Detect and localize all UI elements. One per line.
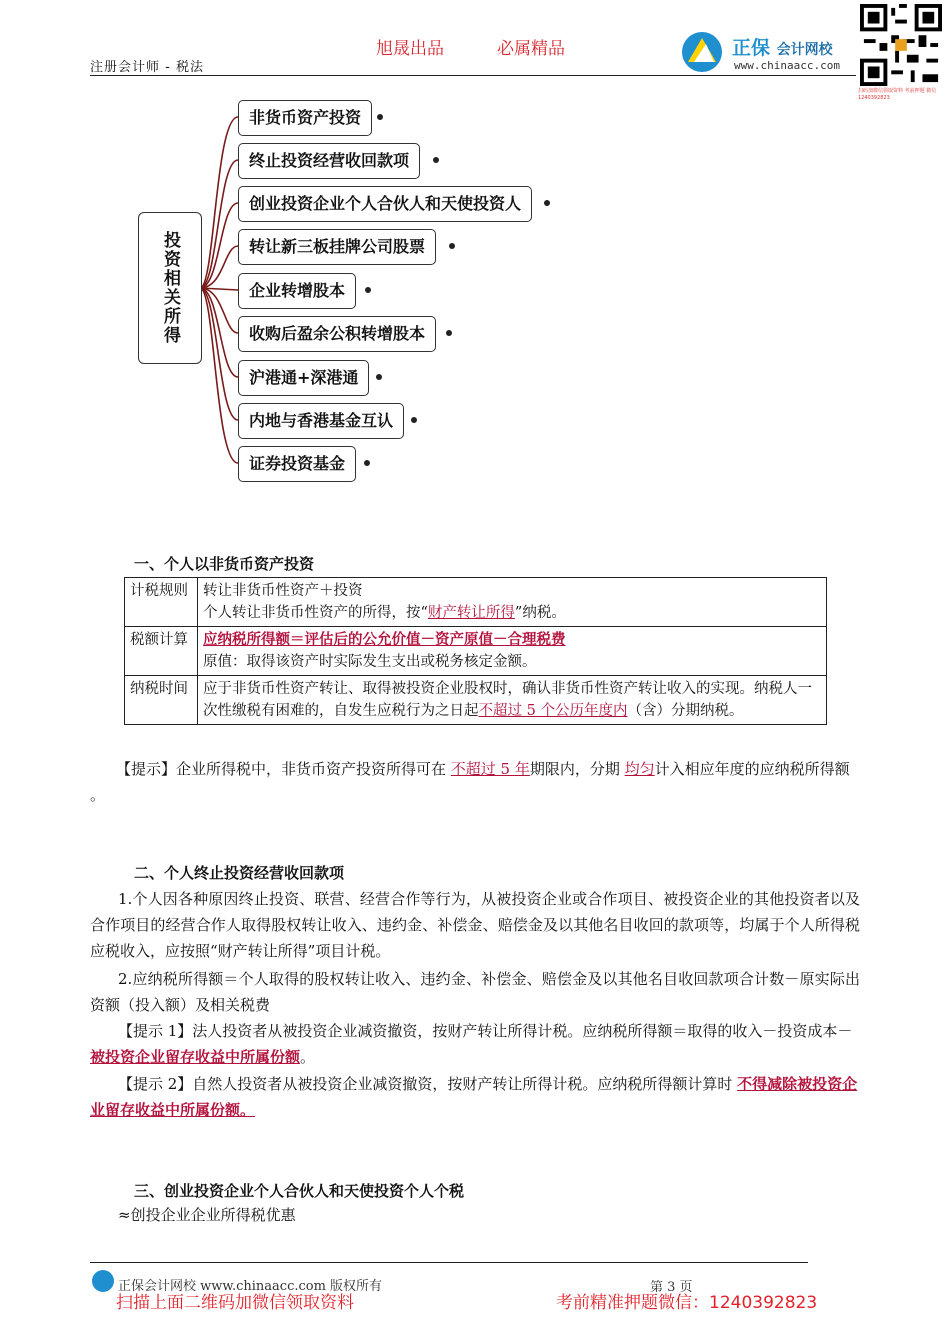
formula: 应纳税所得额＝评估后的公允价值－资产原值－合理税费 [203,631,566,648]
row-key: 纳税时间 [125,676,198,725]
brand-url: www.chinaacc.com [734,59,840,72]
mindmap-branch: 内地与香港基金互认 [238,403,404,439]
text: 。 [300,1048,316,1066]
mindmap-branch: 沪港通+深港通 [238,360,369,396]
row-value [198,578,827,627]
qr-caption: 扫码加微信领取资料 考前押题 微信 1240392823 [858,88,937,101]
footer-rule [90,1262,808,1263]
text: ”纳税。 [514,605,566,621]
section2-para1: 1.个人因各种原因终止投资、联营、经营合作等行为，从被投资企业或合作项目、被投资企业的其他投资者以及合作项目的经营合作人取得股权转让收入、违约金、补偿金、赔偿金及以其他名目收回的款项等，均属于个人所得税应税收入，应按照“财产转让所得”项目计税。 [90,890,860,960]
row-line [203,602,821,624]
text: 期限内，分期 [529,760,625,778]
mindmap-branch: 企业转增股本 [238,273,356,309]
text: （含）分期纳税。 [627,703,744,719]
mindmap-branch: 非货币资产投资 [238,100,372,136]
row-value [198,627,827,676]
section2-tip2 [90,1071,860,1123]
section1-heading: 一、个人以非货币资产投资 [134,555,315,573]
section1-tip [90,756,860,808]
emphasis: 不得减除被投资企业留存收益中所属份额。 [90,1075,858,1119]
emphasis: 财产转让所得 [427,605,515,621]
subject-title: 注册会计师 - 税法 [90,60,204,75]
slogan-left: 旭晟出品 [376,39,444,59]
emphasis: 被投资企业留存收益中所属份额 [90,1048,301,1066]
row-key: 税额计算 [125,627,198,676]
footer-logo-icon [92,1270,114,1292]
footer-copyright: 正保会计网校 www.chinaacc.com 版权所有 [118,1279,383,1294]
emphasis: 不超过 5 个公历年度内 [478,703,628,719]
text: 【提示】企业所得税中，非货币资产投资所得可在 [116,760,451,778]
section2-para2: 2.应纳税所得额＝个人取得的股权转让收入、违约金、补偿金、赔偿金及以其他名目收回款项合计数－原实际出资额（投入额）及相关税费 [90,970,860,1014]
mindmap-branch: 终止投资经营收回款项 [238,143,420,179]
brand-main: 正保 [732,37,771,59]
emphasis: 不超过 5 年 [450,760,530,778]
row-key: 计税规则 [125,578,198,627]
slogan-right: 必属精品 [497,39,565,59]
mindmap-branch: 转让新三板挂牌公司股票 [238,229,436,265]
text: 个人转让非货币性资产的所得，按“ [203,605,428,621]
section2-heading: 二、个人终止投资经营收回款项 [134,864,345,882]
text: 计入相应年度的应纳税所得额 。 [90,760,850,804]
mindmap-branch: 证券投资基金 [238,446,356,482]
row-value [198,676,827,725]
text: 【提示 2】自然人投资者从被投资企业减资撤资，按财产转让所得计税。应纳税所得额计算时 [118,1075,738,1093]
table-row [125,676,827,725]
mindmap-branch: 创业投资企业个人合伙人和天使投资人 [238,186,532,222]
section3-heading: 三、创业投资企业个人合伙人和天使投资个人个税 [134,1182,465,1200]
text: 应于非货币性资产转让、取得被投资企业股权时，确认非货币性资产转让收入的实现。纳税人一次性缴税有困难的，自发生应税行为之日起 [203,681,812,719]
mindmap-root: 投资相关所得 [138,212,202,364]
brand-sub: 会计网校 [776,42,833,58]
section2-tip1 [90,1018,860,1070]
wechat-notice: 考前精准押题微信：1240392823 [556,1293,818,1313]
rules-table [124,577,827,725]
scan-notice: 扫描上面二维码加微信领取资料 [116,1293,354,1313]
row-line: 原值：取得该资产时实际发生支出或税务核定金额。 [203,654,537,670]
row-line: 转让非货币性资产＋投资 [203,583,363,599]
mindmap-branch: 收购后盈余公积转增股本 [238,316,436,352]
table-row [125,578,827,627]
emphasis: 均匀 [624,760,655,778]
text: 【提示 1】法人投资者从被投资企业减资撤资，按财产转让所得计税。应纳税所得额＝取得的收入－投资成本－ [118,1022,853,1040]
section3-sub: ≈创投企业企业所得税优惠 [118,1206,296,1224]
table-row [125,627,827,676]
page-number: 第 3 页 [650,1280,693,1295]
